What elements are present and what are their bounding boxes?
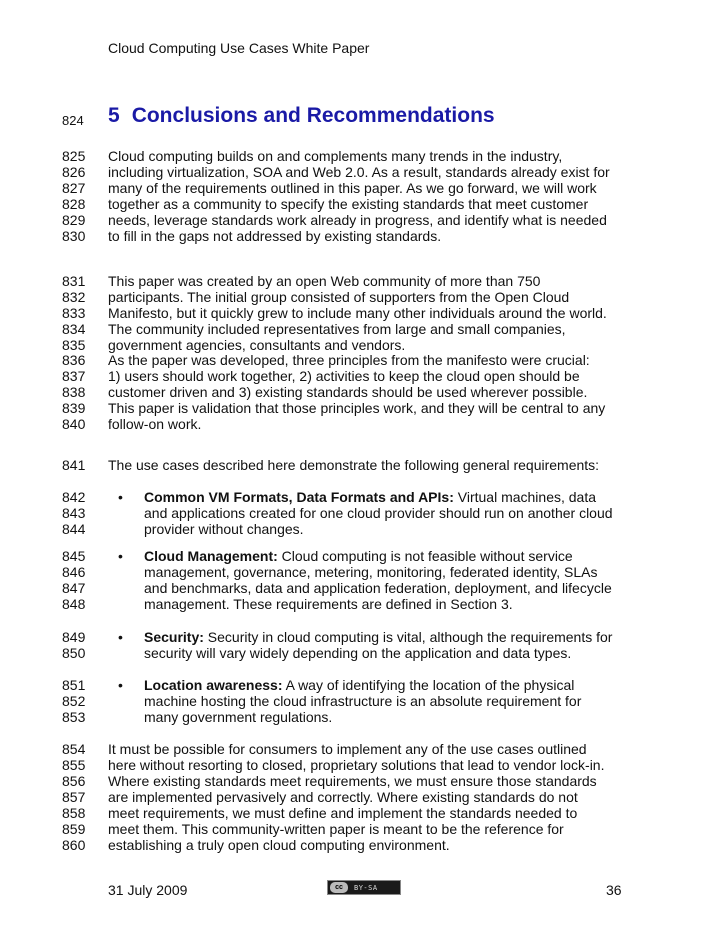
line-text: management, governance, metering, monitoring, federated identity, SLAs xyxy=(144,564,598,580)
line-text: and benchmarks, data and application federation, deployment, and lifecycle xyxy=(144,580,612,596)
text-line xyxy=(62,228,662,244)
text-line xyxy=(62,677,662,693)
text-line xyxy=(62,212,662,228)
bullet-icon: • xyxy=(118,548,123,564)
text-line xyxy=(62,645,662,661)
paragraph xyxy=(62,273,662,353)
line-number: 842 xyxy=(62,489,86,505)
line-number: 831 xyxy=(62,273,86,289)
line-text: follow-on work. xyxy=(108,416,202,432)
text-line xyxy=(62,521,662,537)
cc-license-badge xyxy=(327,880,401,895)
text-line xyxy=(62,352,662,368)
text-line xyxy=(62,805,662,821)
line-text: 1) users should work together, 2) activities to keep the cloud open should be xyxy=(108,368,580,384)
text-line xyxy=(62,400,662,416)
section-heading xyxy=(108,104,495,128)
bullet-item xyxy=(62,489,662,537)
line-number: 847 xyxy=(62,580,86,596)
bullet-text: A way of identifying the location of the physical xyxy=(282,677,575,693)
line-text xyxy=(144,548,573,564)
paragraph xyxy=(62,457,662,473)
line-number: 844 xyxy=(62,521,86,537)
line-number: 852 xyxy=(62,693,86,709)
line-text: customer driven and 3) existing standards should be used wherever possible. xyxy=(108,384,588,400)
line-number: 843 xyxy=(62,505,86,521)
line-text: management. These requirements are defined in Section 3. xyxy=(144,596,513,612)
line-number: 855 xyxy=(62,757,86,773)
text-line xyxy=(62,693,662,709)
bullet-icon: • xyxy=(118,489,123,505)
bullet-item xyxy=(62,677,662,725)
text-line xyxy=(62,416,662,432)
paragraph xyxy=(62,352,662,432)
cc-icon: cc xyxy=(330,882,348,893)
text-line xyxy=(62,821,662,837)
line-number: 856 xyxy=(62,773,86,789)
line-number: 854 xyxy=(62,741,86,757)
line-text: security will vary widely depending on the application and data types. xyxy=(144,645,572,661)
text-line xyxy=(62,148,662,164)
section-title: Conclusions and Recommendations xyxy=(131,104,495,127)
line-text: The community included representatives from large and small companies, xyxy=(108,321,566,337)
line-text: here without resorting to closed, proprietary solutions that lead to vendor lock-in. xyxy=(108,757,605,773)
line-number: 851 xyxy=(62,677,86,693)
line-text xyxy=(144,489,596,505)
bullet-icon: • xyxy=(118,629,123,645)
line-number: 833 xyxy=(62,305,86,321)
line-number: 825 xyxy=(62,148,86,164)
text-line xyxy=(62,164,662,180)
line-text: participants. The initial group consisted of supporters from the Open Cloud xyxy=(108,289,570,305)
line-number: 827 xyxy=(62,180,86,196)
text-line xyxy=(62,305,662,321)
text-line xyxy=(62,837,662,853)
text-line xyxy=(62,196,662,212)
line-number: 857 xyxy=(62,789,86,805)
text-line xyxy=(62,757,662,773)
line-text: This paper was created by an open Web community of more than 750 xyxy=(108,273,541,289)
text-line xyxy=(62,505,662,521)
line-number: 832 xyxy=(62,289,86,305)
line-text: The use cases described here demonstrate the following general requirements: xyxy=(108,457,600,473)
paragraph xyxy=(62,148,662,244)
bullet-text: Virtual machines, data xyxy=(453,489,597,505)
text-line xyxy=(62,321,662,337)
bullet-item xyxy=(62,629,662,661)
line-text: This paper is validation that those principles work, and they will be central to any xyxy=(108,400,606,416)
line-number: 830 xyxy=(62,228,86,244)
line-text: meet them. This community-written paper is meant to be the reference for xyxy=(108,821,564,837)
line-number: 860 xyxy=(62,837,86,853)
text-line xyxy=(62,629,662,645)
text-line xyxy=(62,596,662,612)
text-line xyxy=(62,289,662,305)
bullet-icon: • xyxy=(118,677,123,693)
bullet-term: Security: xyxy=(144,629,204,645)
line-text: and applications created for one cloud provider should run on another cloud xyxy=(144,505,613,521)
line-text: It must be possible for consumers to implement any of the use cases outlined xyxy=(108,741,587,757)
text-line xyxy=(62,564,662,580)
line-number: 845 xyxy=(62,548,86,564)
line-number: 846 xyxy=(62,564,86,580)
line-text xyxy=(144,629,612,645)
line-number: 838 xyxy=(62,384,86,400)
text-line xyxy=(62,457,662,473)
page-number: 36 xyxy=(606,882,622,898)
bullet-term: Location awareness: xyxy=(144,677,283,693)
line-number: 859 xyxy=(62,821,86,837)
line-number: 850 xyxy=(62,645,86,661)
line-text: many of the requirements outlined in this paper. As we go forward, we will work xyxy=(108,180,597,196)
line-number: 837 xyxy=(62,368,86,384)
line-text: government agencies, consultants and vendors. xyxy=(108,337,406,353)
bullet-text: Cloud computing is not feasible without service xyxy=(277,548,573,564)
line-number: 826 xyxy=(62,164,86,180)
line-number: 834 xyxy=(62,321,86,337)
line-text: As the paper was developed, three principles from the manifesto were crucial: xyxy=(108,352,590,368)
line-number: 835 xyxy=(62,337,86,353)
paragraph xyxy=(62,741,662,853)
line-text: Where existing standards meet requirements, we must ensure those standards xyxy=(108,773,597,789)
line-text xyxy=(144,677,574,693)
line-number: 849 xyxy=(62,629,86,645)
line-number: 828 xyxy=(62,196,86,212)
line-text: Manifesto, but it quickly grew to include many other individuals around the world. xyxy=(108,305,607,321)
line-text: provider without changes. xyxy=(144,521,304,537)
line-number: 824 xyxy=(62,113,84,128)
line-text: together as a community to specify the existing standards that meet customer xyxy=(108,196,589,212)
text-line xyxy=(62,709,662,725)
line-number: 841 xyxy=(62,457,86,473)
line-number: 858 xyxy=(62,805,86,821)
running-header: Cloud Computing Use Cases White Paper xyxy=(108,40,370,56)
line-text: machine hosting the cloud infrastructure is an absolute requirement for xyxy=(144,693,582,709)
text-line xyxy=(62,384,662,400)
line-number: 829 xyxy=(62,212,86,228)
line-text: meet requirements, we must define and implement the standards needed to xyxy=(108,805,578,821)
line-text: establishing a truly open cloud computing environment. xyxy=(108,837,450,853)
bullet-text: Security in cloud computing is vital, although the requirements for xyxy=(203,629,613,645)
text-line xyxy=(62,337,662,353)
text-line xyxy=(62,580,662,596)
text-line xyxy=(62,489,662,505)
bullet-term: Common VM Formats, Data Formats and APIs: xyxy=(144,489,454,505)
section-number: 5 xyxy=(108,104,120,127)
line-number: 839 xyxy=(62,400,86,416)
line-number: 836 xyxy=(62,352,86,368)
text-line xyxy=(62,548,662,564)
bullet-term: Cloud Management: xyxy=(144,548,278,564)
text-line xyxy=(62,180,662,196)
bullet-item xyxy=(62,548,662,612)
text-line xyxy=(62,368,662,384)
line-text: including virtualization, SOA and Web 2.0. As a result, standards already exist for xyxy=(108,164,610,180)
line-text: needs, leverage standards work already in progress, and identify what is needed xyxy=(108,212,607,228)
line-text: many government regulations. xyxy=(144,709,333,725)
text-line xyxy=(62,789,662,805)
line-text: to fill in the gaps not addressed by existing standards. xyxy=(108,228,442,244)
text-line xyxy=(62,773,662,789)
line-text: Cloud computing builds on and complements many trends in the industry, xyxy=(108,148,563,164)
line-number: 840 xyxy=(62,416,86,432)
line-text: are implemented pervasively and correctly. Where existing standards do not xyxy=(108,789,578,805)
footer-date: 31 July 2009 xyxy=(108,882,188,898)
text-line xyxy=(62,741,662,757)
line-number: 848 xyxy=(62,596,86,612)
line-number: 853 xyxy=(62,709,86,725)
license-label: BY-SA xyxy=(354,883,378,892)
text-line xyxy=(62,273,662,289)
